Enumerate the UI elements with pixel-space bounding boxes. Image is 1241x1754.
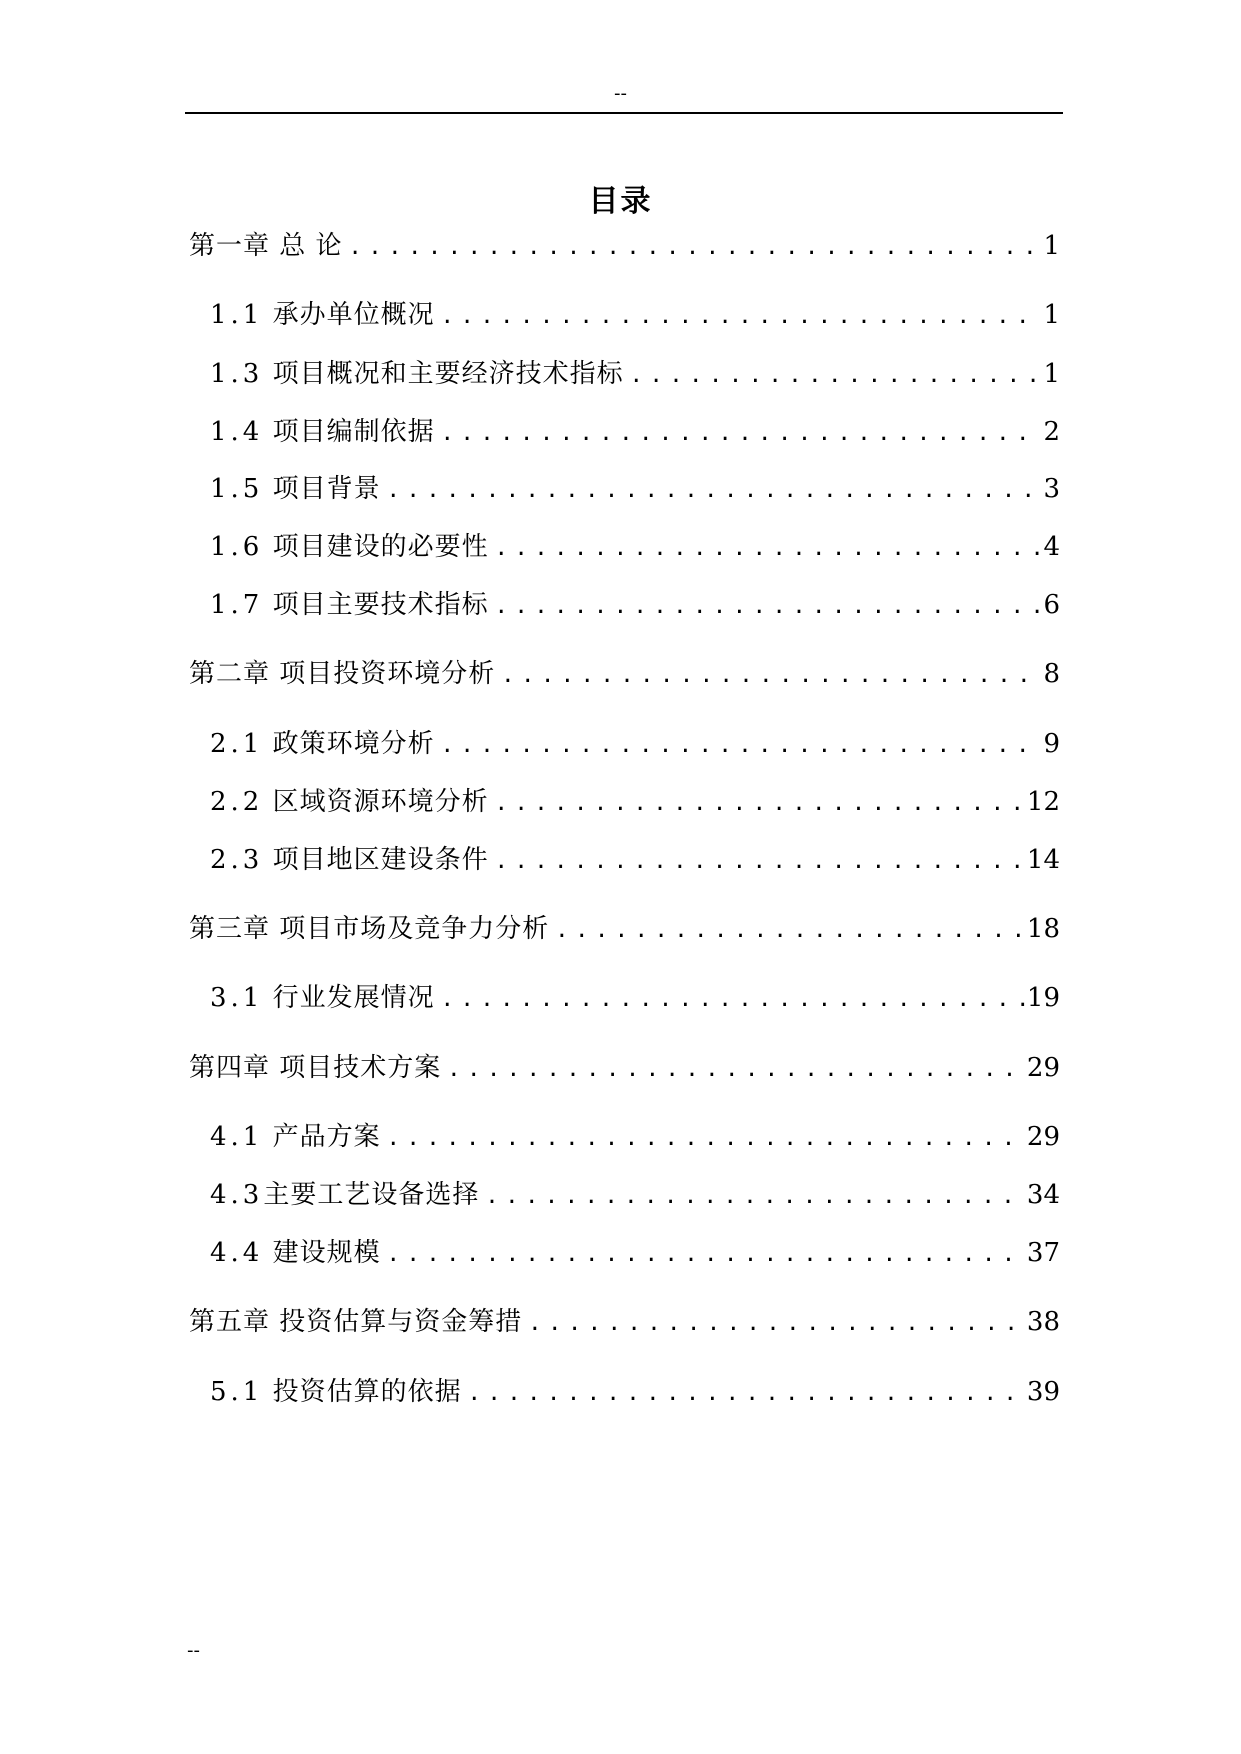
toc-label: 4.4 建设规模 (210, 1238, 381, 1268)
toc-chapter-2[interactable] (189, 657, 1060, 691)
header-mark: -- (614, 83, 627, 104)
toc-label: 第五章 投资估算与资金筹措 (189, 1307, 523, 1337)
toc-label: 5.1 投资估算的依据 (210, 1377, 462, 1407)
toc-label: 第三章 项目市场及竞争力分析 (189, 914, 550, 944)
toc-section-4-1[interactable] (210, 1120, 1060, 1154)
toc-leader (349, 231, 1042, 265)
toc-label: 4.3主要工艺设备选择 (210, 1180, 480, 1210)
toc-label: 1.1 承办单位概况 (210, 300, 435, 330)
toc-section-4-4[interactable] (210, 1236, 1060, 1270)
toc-page-number: 2 (1043, 417, 1060, 447)
toc-chapter-4[interactable] (189, 1051, 1060, 1085)
toc-section-1-5[interactable] (210, 472, 1060, 506)
toc-leader (387, 474, 1042, 508)
toc-leader (447, 1053, 1025, 1087)
toc-label: 2.2 区域资源环境分析 (210, 787, 489, 817)
toc-leader (501, 659, 1041, 693)
toc-page-number: 3 (1043, 474, 1060, 504)
toc-section-2-2[interactable] (210, 785, 1060, 819)
toc-section-2-3[interactable] (210, 843, 1060, 877)
toc-leader (495, 787, 1025, 821)
toc-label: 2.3 项目地区建设条件 (210, 845, 489, 875)
toc-leader (387, 1122, 1025, 1156)
toc-page-number: 29 (1026, 1053, 1060, 1083)
toc-chapter-5[interactable] (189, 1305, 1060, 1339)
toc-page-number: 1 (1043, 359, 1060, 389)
toc-leader (441, 729, 1042, 763)
toc-page-number: 9 (1043, 729, 1060, 759)
toc-label: 2.1 政策环境分析 (210, 729, 435, 759)
toc-page-number: 18 (1026, 914, 1060, 944)
toc-leader (630, 359, 1042, 393)
footer-mark: -- (187, 1640, 200, 1661)
toc-label: 1.7 项目主要技术指标 (210, 590, 489, 620)
toc-leader (441, 983, 1025, 1017)
toc-chapter-3[interactable] (189, 912, 1060, 946)
toc-title: 目录 (588, 184, 653, 219)
toc-page-number: 12 (1026, 787, 1060, 817)
toc-section-3-1[interactable] (210, 981, 1060, 1015)
toc-leader (495, 590, 1042, 624)
toc-section-4-3[interactable] (210, 1178, 1060, 1212)
toc-section-1-1[interactable] (210, 298, 1060, 332)
toc-label: 1.4 项目编制依据 (210, 417, 435, 447)
toc-leader (441, 300, 1042, 334)
toc-label: 第二章 项目投资环境分析 (189, 659, 496, 689)
toc-leader (495, 532, 1042, 566)
toc-leader (387, 1238, 1025, 1272)
toc-page-number: 6 (1043, 590, 1060, 620)
toc-label: 第一章 总 论 (189, 231, 343, 261)
toc-chapter-1[interactable] (189, 229, 1060, 263)
toc-section-2-1[interactable] (210, 727, 1060, 761)
toc-label: 第四章 项目技术方案 (189, 1053, 442, 1083)
toc-label: 3.1 行业发展情况 (210, 983, 435, 1013)
toc-section-1-4[interactable] (210, 415, 1060, 449)
toc-page-number: 38 (1026, 1307, 1060, 1337)
toc-page-number: 19 (1026, 983, 1060, 1013)
toc-page-number: 39 (1026, 1377, 1060, 1407)
toc-leader (468, 1377, 1025, 1411)
toc-section-5-1[interactable] (210, 1375, 1060, 1409)
toc-page-number: 4 (1043, 532, 1060, 562)
toc-leader (495, 845, 1025, 879)
toc-page-number: 8 (1043, 659, 1060, 689)
toc-label: 1.5 项目背景 (210, 474, 381, 504)
toc-label: 1.3 项目概况和主要经济技术指标 (210, 359, 624, 389)
toc-section-1-7[interactable] (210, 588, 1060, 622)
toc-label: 4.1 产品方案 (210, 1122, 381, 1152)
toc-leader (528, 1307, 1025, 1341)
toc-page-number: 37 (1026, 1238, 1060, 1268)
toc-leader (441, 417, 1042, 451)
toc-leader (555, 914, 1025, 948)
toc-page-number: 34 (1026, 1180, 1060, 1210)
toc-label: 1.6 项目建设的必要性 (210, 532, 489, 562)
toc-page-number: 29 (1026, 1122, 1060, 1152)
toc-page-number: 1 (1043, 300, 1060, 330)
toc-leader (485, 1180, 1025, 1214)
toc-page-number: 1 (1043, 231, 1060, 261)
toc-page-number: 14 (1026, 845, 1060, 875)
toc-section-1-3[interactable] (210, 357, 1060, 391)
toc-section-1-6[interactable] (210, 530, 1060, 564)
